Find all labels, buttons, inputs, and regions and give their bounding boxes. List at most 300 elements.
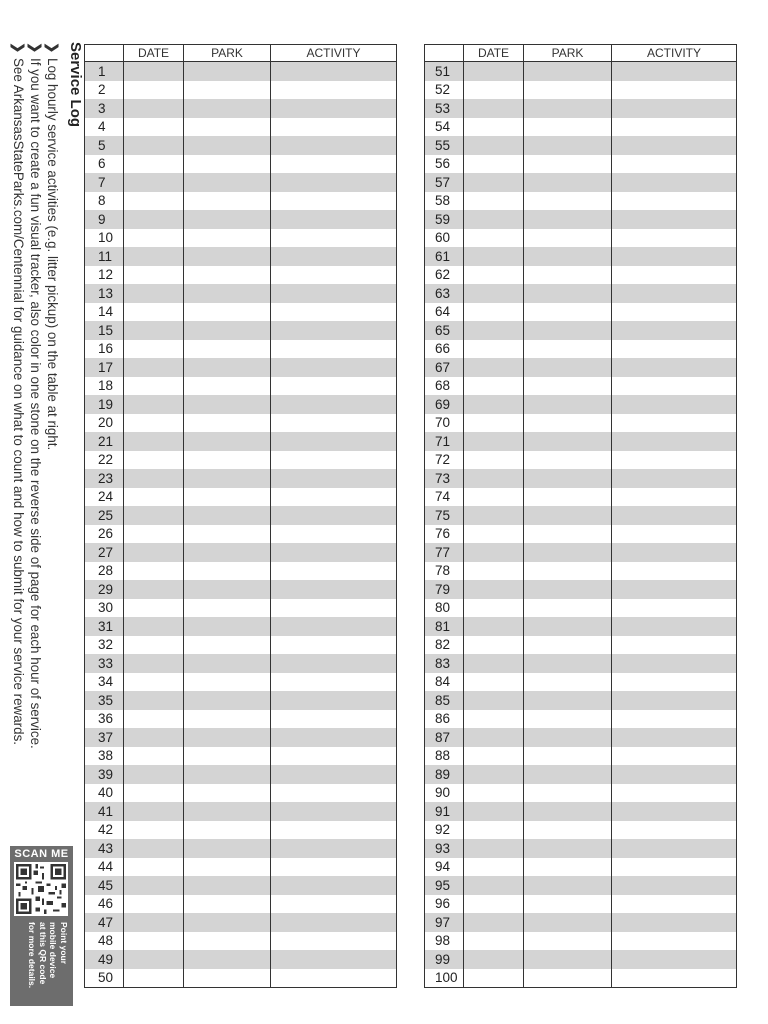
park-cell[interactable]	[524, 950, 612, 969]
park-cell[interactable]	[184, 229, 271, 248]
park-cell[interactable]	[524, 99, 612, 118]
park-cell[interactable]	[524, 710, 612, 729]
date-cell[interactable]	[464, 913, 524, 932]
activity-cell[interactable]	[612, 451, 737, 470]
date-cell[interactable]	[464, 469, 524, 488]
activity-cell[interactable]	[271, 284, 397, 303]
date-cell[interactable]	[124, 340, 184, 359]
activity-cell[interactable]	[271, 414, 397, 433]
activity-cell[interactable]	[271, 377, 397, 396]
date-cell[interactable]	[464, 932, 524, 951]
date-cell[interactable]	[464, 895, 524, 914]
park-cell[interactable]	[524, 506, 612, 525]
qr-code-icon[interactable]	[14, 862, 68, 916]
activity-cell[interactable]	[271, 858, 397, 877]
activity-cell[interactable]	[271, 950, 397, 969]
park-cell[interactable]	[524, 192, 612, 211]
park-cell[interactable]	[524, 858, 612, 877]
park-cell[interactable]	[184, 932, 271, 951]
activity-cell[interactable]	[612, 525, 737, 544]
date-cell[interactable]	[464, 118, 524, 137]
activity-cell[interactable]	[271, 192, 397, 211]
activity-cell[interactable]	[612, 118, 737, 137]
activity-cell[interactable]	[271, 636, 397, 655]
date-cell[interactable]	[124, 654, 184, 673]
activity-cell[interactable]	[612, 229, 737, 248]
activity-cell[interactable]	[271, 969, 397, 988]
activity-cell[interactable]	[271, 99, 397, 118]
date-cell[interactable]	[124, 229, 184, 248]
date-cell[interactable]	[124, 580, 184, 599]
date-cell[interactable]	[124, 136, 184, 155]
park-cell[interactable]	[184, 969, 271, 988]
activity-cell[interactable]	[612, 617, 737, 636]
activity-cell[interactable]	[271, 802, 397, 821]
date-cell[interactable]	[464, 136, 524, 155]
activity-cell[interactable]	[271, 765, 397, 784]
activity-cell[interactable]	[271, 895, 397, 914]
park-cell[interactable]	[524, 876, 612, 895]
activity-cell[interactable]	[612, 969, 737, 988]
park-cell[interactable]	[524, 155, 612, 174]
date-cell[interactable]	[464, 340, 524, 359]
park-cell[interactable]	[184, 303, 271, 322]
date-cell[interactable]	[124, 728, 184, 747]
activity-cell[interactable]	[271, 506, 397, 525]
activity-cell[interactable]	[271, 913, 397, 932]
park-cell[interactable]	[524, 580, 612, 599]
park-cell[interactable]	[184, 210, 271, 229]
park-cell[interactable]	[524, 284, 612, 303]
date-cell[interactable]	[464, 525, 524, 544]
activity-cell[interactable]	[612, 284, 737, 303]
park-cell[interactable]	[524, 784, 612, 803]
activity-cell[interactable]	[271, 784, 397, 803]
date-cell[interactable]	[464, 802, 524, 821]
activity-cell[interactable]	[271, 358, 397, 377]
activity-cell[interactable]	[271, 395, 397, 414]
date-cell[interactable]	[464, 673, 524, 692]
park-cell[interactable]	[524, 469, 612, 488]
park-cell[interactable]	[184, 62, 271, 81]
park-cell[interactable]	[184, 765, 271, 784]
activity-cell[interactable]	[612, 599, 737, 618]
date-cell[interactable]	[464, 377, 524, 396]
date-cell[interactable]	[124, 784, 184, 803]
activity-cell[interactable]	[271, 839, 397, 858]
activity-cell[interactable]	[612, 173, 737, 192]
park-cell[interactable]	[184, 580, 271, 599]
park-cell[interactable]	[184, 377, 271, 396]
date-cell[interactable]	[124, 377, 184, 396]
park-cell[interactable]	[524, 969, 612, 988]
park-cell[interactable]	[184, 525, 271, 544]
park-cell[interactable]	[524, 543, 612, 562]
park-cell[interactable]	[524, 654, 612, 673]
park-cell[interactable]	[524, 895, 612, 914]
activity-cell[interactable]	[271, 155, 397, 174]
activity-cell[interactable]	[612, 192, 737, 211]
park-cell[interactable]	[524, 617, 612, 636]
activity-cell[interactable]	[271, 432, 397, 451]
activity-cell[interactable]	[271, 673, 397, 692]
park-cell[interactable]	[524, 765, 612, 784]
date-cell[interactable]	[124, 802, 184, 821]
date-cell[interactable]	[124, 599, 184, 618]
date-cell[interactable]	[124, 155, 184, 174]
activity-cell[interactable]	[271, 303, 397, 322]
activity-cell[interactable]	[271, 932, 397, 951]
date-cell[interactable]	[124, 321, 184, 340]
activity-cell[interactable]	[612, 654, 737, 673]
activity-cell[interactable]	[271, 599, 397, 618]
activity-cell[interactable]	[612, 377, 737, 396]
activity-cell[interactable]	[612, 506, 737, 525]
date-cell[interactable]	[464, 969, 524, 988]
park-cell[interactable]	[184, 488, 271, 507]
park-cell[interactable]	[524, 210, 612, 229]
activity-cell[interactable]	[271, 321, 397, 340]
date-cell[interactable]	[124, 913, 184, 932]
date-cell[interactable]	[464, 858, 524, 877]
park-cell[interactable]	[524, 340, 612, 359]
park-cell[interactable]	[184, 839, 271, 858]
park-cell[interactable]	[524, 747, 612, 766]
activity-cell[interactable]	[271, 451, 397, 470]
activity-cell[interactable]	[612, 266, 737, 285]
date-cell[interactable]	[124, 81, 184, 100]
date-cell[interactable]	[464, 710, 524, 729]
activity-cell[interactable]	[271, 562, 397, 581]
date-cell[interactable]	[464, 876, 524, 895]
date-cell[interactable]	[124, 210, 184, 229]
date-cell[interactable]	[464, 728, 524, 747]
date-cell[interactable]	[464, 617, 524, 636]
date-cell[interactable]	[464, 432, 524, 451]
date-cell[interactable]	[464, 229, 524, 248]
date-cell[interactable]	[124, 932, 184, 951]
activity-cell[interactable]	[612, 155, 737, 174]
activity-cell[interactable]	[612, 395, 737, 414]
date-cell[interactable]	[124, 451, 184, 470]
activity-cell[interactable]	[612, 432, 737, 451]
activity-cell[interactable]	[612, 358, 737, 377]
date-cell[interactable]	[124, 99, 184, 118]
date-cell[interactable]	[464, 81, 524, 100]
activity-cell[interactable]	[271, 247, 397, 266]
park-cell[interactable]	[524, 377, 612, 396]
date-cell[interactable]	[464, 506, 524, 525]
activity-cell[interactable]	[271, 229, 397, 248]
activity-cell[interactable]	[612, 784, 737, 803]
activity-cell[interactable]	[271, 525, 397, 544]
date-cell[interactable]	[124, 358, 184, 377]
date-cell[interactable]	[464, 62, 524, 81]
activity-cell[interactable]	[612, 839, 737, 858]
date-cell[interactable]	[124, 673, 184, 692]
park-cell[interactable]	[524, 562, 612, 581]
park-cell[interactable]	[524, 728, 612, 747]
park-cell[interactable]	[524, 913, 612, 932]
date-cell[interactable]	[464, 747, 524, 766]
date-cell[interactable]	[124, 284, 184, 303]
park-cell[interactable]	[524, 432, 612, 451]
activity-cell[interactable]	[612, 932, 737, 951]
date-cell[interactable]	[464, 266, 524, 285]
park-cell[interactable]	[524, 266, 612, 285]
park-cell[interactable]	[524, 691, 612, 710]
park-cell[interactable]	[524, 636, 612, 655]
activity-cell[interactable]	[612, 673, 737, 692]
activity-cell[interactable]	[612, 636, 737, 655]
park-cell[interactable]	[524, 673, 612, 692]
park-cell[interactable]	[184, 469, 271, 488]
date-cell[interactable]	[464, 765, 524, 784]
date-cell[interactable]	[124, 118, 184, 137]
park-cell[interactable]	[524, 136, 612, 155]
park-cell[interactable]	[184, 821, 271, 840]
park-cell[interactable]	[524, 821, 612, 840]
park-cell[interactable]	[184, 673, 271, 692]
activity-cell[interactable]	[271, 617, 397, 636]
activity-cell[interactable]	[271, 62, 397, 81]
park-cell[interactable]	[184, 654, 271, 673]
date-cell[interactable]	[124, 710, 184, 729]
activity-cell[interactable]	[612, 913, 737, 932]
park-cell[interactable]	[524, 81, 612, 100]
activity-cell[interactable]	[271, 210, 397, 229]
park-cell[interactable]	[184, 414, 271, 433]
date-cell[interactable]	[464, 247, 524, 266]
date-cell[interactable]	[464, 451, 524, 470]
park-cell[interactable]	[524, 488, 612, 507]
date-cell[interactable]	[124, 839, 184, 858]
date-cell[interactable]	[464, 210, 524, 229]
activity-cell[interactable]	[612, 691, 737, 710]
activity-cell[interactable]	[271, 81, 397, 100]
date-cell[interactable]	[124, 247, 184, 266]
activity-cell[interactable]	[612, 62, 737, 81]
park-cell[interactable]	[524, 395, 612, 414]
activity-cell[interactable]	[612, 543, 737, 562]
activity-cell[interactable]	[612, 81, 737, 100]
date-cell[interactable]	[124, 691, 184, 710]
park-cell[interactable]	[184, 99, 271, 118]
park-cell[interactable]	[184, 432, 271, 451]
date-cell[interactable]	[464, 839, 524, 858]
date-cell[interactable]	[464, 636, 524, 655]
date-cell[interactable]	[124, 821, 184, 840]
activity-cell[interactable]	[271, 710, 397, 729]
park-cell[interactable]	[184, 691, 271, 710]
activity-cell[interactable]	[612, 710, 737, 729]
activity-cell[interactable]	[271, 876, 397, 895]
date-cell[interactable]	[464, 303, 524, 322]
park-cell[interactable]	[524, 525, 612, 544]
date-cell[interactable]	[464, 488, 524, 507]
park-cell[interactable]	[184, 155, 271, 174]
date-cell[interactable]	[464, 321, 524, 340]
activity-cell[interactable]	[612, 469, 737, 488]
date-cell[interactable]	[124, 488, 184, 507]
park-cell[interactable]	[184, 284, 271, 303]
park-cell[interactable]	[184, 192, 271, 211]
park-cell[interactable]	[524, 229, 612, 248]
date-cell[interactable]	[124, 432, 184, 451]
park-cell[interactable]	[184, 451, 271, 470]
activity-cell[interactable]	[612, 321, 737, 340]
date-cell[interactable]	[124, 395, 184, 414]
date-cell[interactable]	[124, 525, 184, 544]
activity-cell[interactable]	[271, 136, 397, 155]
activity-cell[interactable]	[271, 691, 397, 710]
date-cell[interactable]	[124, 469, 184, 488]
park-cell[interactable]	[184, 858, 271, 877]
activity-cell[interactable]	[612, 802, 737, 821]
date-cell[interactable]	[124, 506, 184, 525]
date-cell[interactable]	[464, 284, 524, 303]
park-cell[interactable]	[184, 913, 271, 932]
activity-cell[interactable]	[271, 469, 397, 488]
park-cell[interactable]	[524, 173, 612, 192]
activity-cell[interactable]	[612, 765, 737, 784]
date-cell[interactable]	[464, 562, 524, 581]
activity-cell[interactable]	[612, 414, 737, 433]
activity-cell[interactable]	[612, 876, 737, 895]
date-cell[interactable]	[124, 543, 184, 562]
park-cell[interactable]	[184, 784, 271, 803]
date-cell[interactable]	[124, 62, 184, 81]
date-cell[interactable]	[124, 747, 184, 766]
date-cell[interactable]	[124, 895, 184, 914]
park-cell[interactable]	[184, 118, 271, 137]
activity-cell[interactable]	[271, 821, 397, 840]
activity-cell[interactable]	[271, 728, 397, 747]
date-cell[interactable]	[464, 599, 524, 618]
park-cell[interactable]	[184, 895, 271, 914]
park-cell[interactable]	[184, 802, 271, 821]
date-cell[interactable]	[464, 414, 524, 433]
park-cell[interactable]	[184, 358, 271, 377]
park-cell[interactable]	[184, 395, 271, 414]
park-cell[interactable]	[184, 321, 271, 340]
activity-cell[interactable]	[612, 950, 737, 969]
date-cell[interactable]	[124, 950, 184, 969]
date-cell[interactable]	[124, 173, 184, 192]
date-cell[interactable]	[124, 858, 184, 877]
park-cell[interactable]	[184, 173, 271, 192]
activity-cell[interactable]	[271, 747, 397, 766]
date-cell[interactable]	[124, 414, 184, 433]
park-cell[interactable]	[184, 728, 271, 747]
date-cell[interactable]	[464, 192, 524, 211]
activity-cell[interactable]	[271, 266, 397, 285]
park-cell[interactable]	[184, 81, 271, 100]
date-cell[interactable]	[124, 266, 184, 285]
park-cell[interactable]	[184, 247, 271, 266]
date-cell[interactable]	[464, 654, 524, 673]
park-cell[interactable]	[524, 62, 612, 81]
date-cell[interactable]	[464, 543, 524, 562]
park-cell[interactable]	[524, 839, 612, 858]
date-cell[interactable]	[464, 155, 524, 174]
activity-cell[interactable]	[612, 488, 737, 507]
activity-cell[interactable]	[271, 488, 397, 507]
activity-cell[interactable]	[612, 136, 737, 155]
park-cell[interactable]	[184, 876, 271, 895]
activity-cell[interactable]	[612, 580, 737, 599]
activity-cell[interactable]	[271, 118, 397, 137]
date-cell[interactable]	[124, 617, 184, 636]
date-cell[interactable]	[464, 580, 524, 599]
park-cell[interactable]	[524, 599, 612, 618]
activity-cell[interactable]	[612, 895, 737, 914]
park-cell[interactable]	[524, 303, 612, 322]
park-cell[interactable]	[184, 747, 271, 766]
park-cell[interactable]	[524, 932, 612, 951]
park-cell[interactable]	[524, 414, 612, 433]
date-cell[interactable]	[464, 691, 524, 710]
date-cell[interactable]	[124, 636, 184, 655]
activity-cell[interactable]	[271, 173, 397, 192]
date-cell[interactable]	[464, 99, 524, 118]
date-cell[interactable]	[464, 395, 524, 414]
date-cell[interactable]	[124, 562, 184, 581]
park-cell[interactable]	[184, 710, 271, 729]
park-cell[interactable]	[184, 543, 271, 562]
activity-cell[interactable]	[612, 728, 737, 747]
park-cell[interactable]	[184, 599, 271, 618]
activity-cell[interactable]	[612, 821, 737, 840]
park-cell[interactable]	[184, 617, 271, 636]
park-cell[interactable]	[184, 136, 271, 155]
park-cell[interactable]	[524, 802, 612, 821]
park-cell[interactable]	[524, 118, 612, 137]
park-cell[interactable]	[524, 247, 612, 266]
park-cell[interactable]	[184, 266, 271, 285]
date-cell[interactable]	[124, 765, 184, 784]
park-cell[interactable]	[184, 340, 271, 359]
activity-cell[interactable]	[612, 99, 737, 118]
date-cell[interactable]	[124, 876, 184, 895]
date-cell[interactable]	[124, 303, 184, 322]
activity-cell[interactable]	[271, 580, 397, 599]
park-cell[interactable]	[524, 451, 612, 470]
activity-cell[interactable]	[612, 303, 737, 322]
activity-cell[interactable]	[612, 210, 737, 229]
activity-cell[interactable]	[271, 654, 397, 673]
date-cell[interactable]	[464, 173, 524, 192]
park-cell[interactable]	[184, 506, 271, 525]
date-cell[interactable]	[464, 821, 524, 840]
park-cell[interactable]	[184, 950, 271, 969]
park-cell[interactable]	[524, 321, 612, 340]
park-cell[interactable]	[524, 358, 612, 377]
date-cell[interactable]	[124, 969, 184, 988]
activity-cell[interactable]	[612, 562, 737, 581]
park-cell[interactable]	[184, 636, 271, 655]
activity-cell[interactable]	[612, 247, 737, 266]
park-cell[interactable]	[184, 562, 271, 581]
date-cell[interactable]	[464, 784, 524, 803]
activity-cell[interactable]	[271, 340, 397, 359]
qr-code-panel[interactable]	[10, 846, 73, 1006]
activity-cell[interactable]	[612, 858, 737, 877]
activity-cell[interactable]	[612, 340, 737, 359]
activity-cell[interactable]	[612, 747, 737, 766]
date-cell[interactable]	[124, 192, 184, 211]
activity-cell[interactable]	[271, 543, 397, 562]
